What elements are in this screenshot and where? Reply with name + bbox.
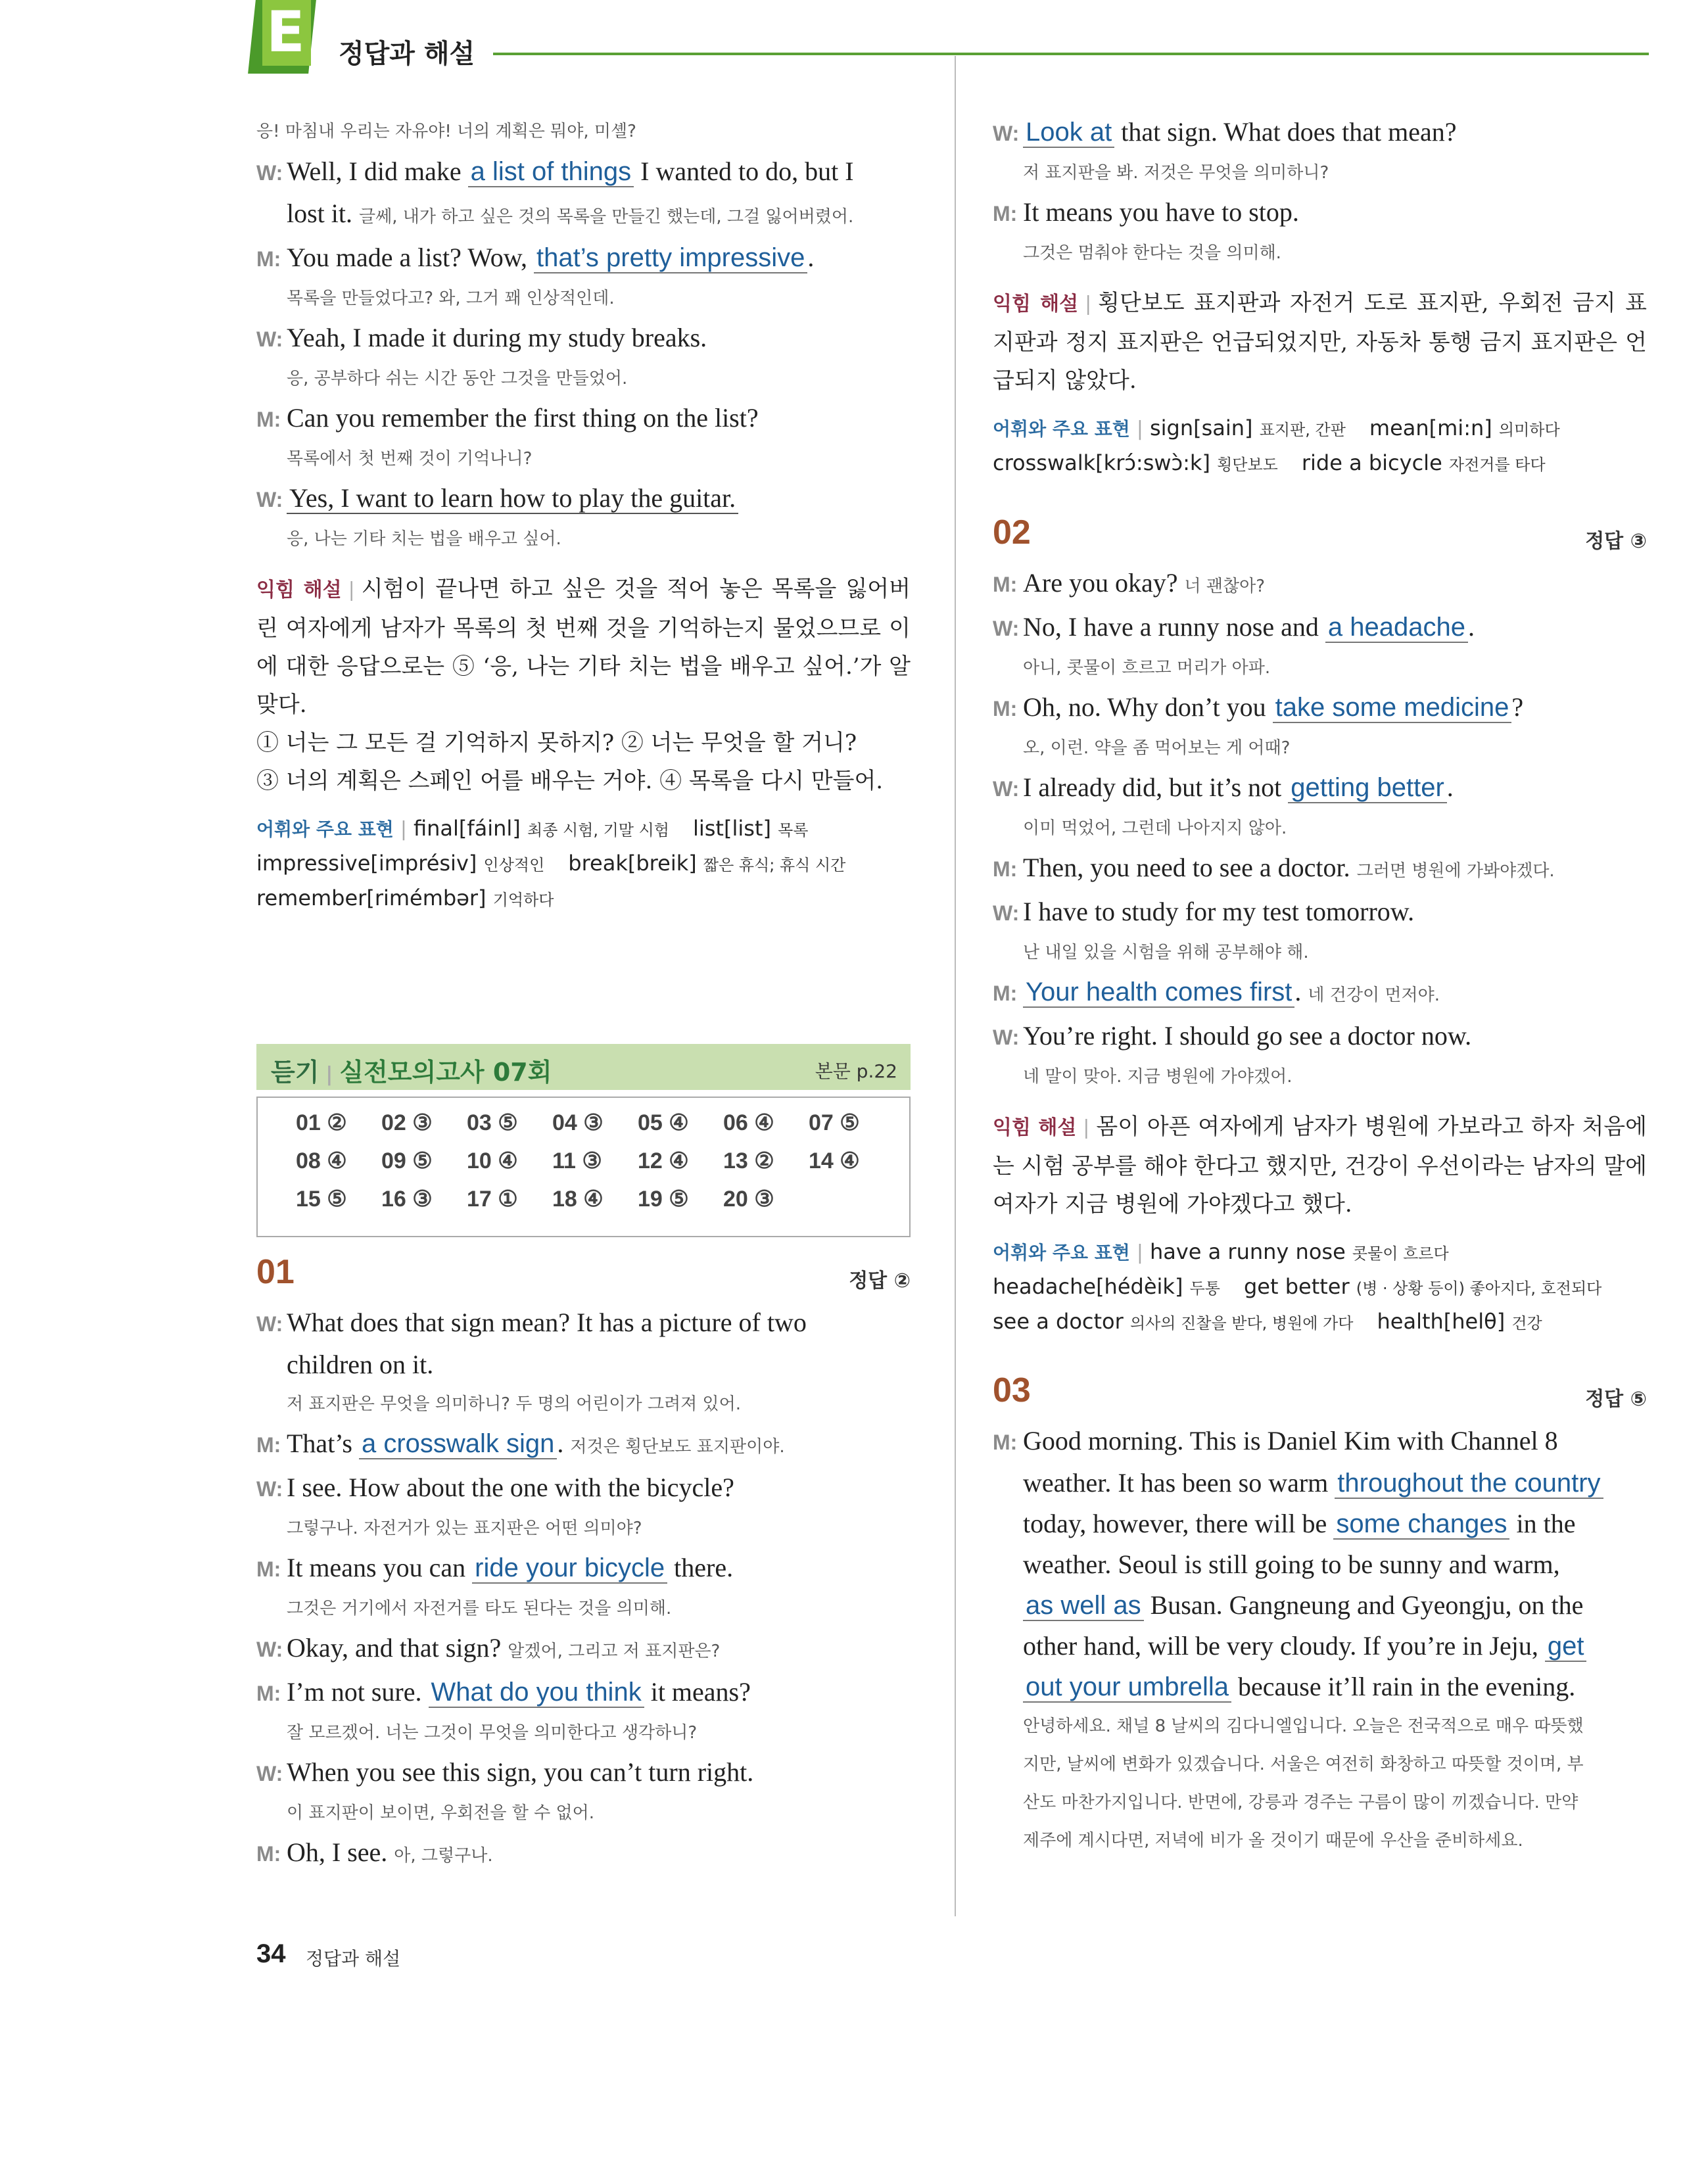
vocab-meaning: 표지판, 간판 <box>1259 421 1346 439</box>
speaker-label: M: <box>993 573 1018 596</box>
dialogue-line <box>993 563 1647 607</box>
dialogue-line <box>256 193 911 237</box>
speaker-label: W: <box>993 777 1020 801</box>
answer-key-item: 05 ④ <box>638 1110 689 1135</box>
dialogue-line <box>993 767 1647 809</box>
vocab-word: final[fáinl] <box>413 816 521 841</box>
separator: | <box>348 579 355 602</box>
korean-inline-translation: 글쎄, 내가 하고 싶은 것의 목록을 만들긴 했는데, 그걸 잃어버렸어. <box>359 207 854 227</box>
speaker-label: M: <box>993 697 1018 721</box>
speaker-label: W: <box>993 901 1020 925</box>
dialogue-line <box>256 478 911 520</box>
vocab-row <box>993 1305 1647 1340</box>
dialogue-line <box>993 847 1647 891</box>
answer-key-item: 07 ⑤ <box>809 1110 860 1135</box>
dialogue-line <box>993 1666 1647 1707</box>
speaker-label: W: <box>256 1638 283 1661</box>
english-text: That’s <box>287 1429 359 1458</box>
question-number: 01 <box>256 1253 295 1291</box>
speaker-label: M: <box>256 1842 281 1866</box>
vocab-tag: 어휘와 주요 표현 <box>256 818 394 840</box>
vocab-meaning: 기억하다 <box>492 891 554 909</box>
blank-answer: ride your bicycle <box>472 1553 667 1584</box>
header-rule <box>493 53 1649 55</box>
dialogue-line <box>256 1423 911 1467</box>
blank-answer: What do you think <box>429 1678 644 1708</box>
english-text: weather. It has been so warm <box>1023 1468 1335 1498</box>
explanation-tag: 익힘 해설 <box>993 1116 1077 1139</box>
dialogue-line <box>993 607 1647 649</box>
separator: | <box>1085 293 1092 316</box>
vocab-item <box>1369 415 1560 440</box>
logo-letter: E <box>266 0 305 65</box>
korean-translation: 응, 나는 기타 치는 법을 배우고 싶어. <box>287 529 561 549</box>
blank-answer: that’s pretty impressive <box>534 243 807 273</box>
vocab-row <box>993 1270 1647 1305</box>
answer-choice: ③ 너의 계획은 스페인 어를 배우는 거야. ④ 목록을 다시 만들어. <box>256 768 884 794</box>
explanation <box>256 570 911 724</box>
separator: | <box>1136 417 1143 440</box>
blank-answer: Your health comes first <box>1023 978 1294 1008</box>
explanation-text: 횡단보도 표지판과 자전거 도로 표지판, 우회전 금지 표지판과 정지 표지판은 언급되었지만, 자동차 통행 금지 표지판은 언급되지 않았다. <box>993 290 1647 394</box>
korean-translation: 응! 마침내 우리는 자유야! 너의 계획은 뭐야, 미셸? <box>256 122 636 141</box>
dialogue-line <box>256 318 911 360</box>
answer-key-item: 11 ③ <box>552 1148 602 1173</box>
page-number: 34 <box>256 1939 286 1968</box>
vocab-word: remember[rimémbər] <box>256 886 486 910</box>
vocab-item <box>993 1274 1220 1299</box>
blank-answer: as well as <box>1023 1591 1144 1621</box>
answer-key-item: 08 ④ <box>296 1148 347 1173</box>
english-text: You’re right. I should go see a doctor now. <box>1023 1021 1472 1051</box>
vocab-meaning: 건강 <box>1511 1314 1542 1333</box>
question-03 <box>993 1371 1647 1860</box>
dialogue-line <box>993 1421 1647 1463</box>
vocab-item <box>693 816 809 841</box>
speaker-label: W: <box>256 1312 283 1336</box>
korean-translation: 목록을 만들었다고? 와, 그거 꽤 인상적인데. <box>287 289 615 308</box>
question-header <box>993 513 1647 563</box>
english-text: No, I have a runny nose and <box>1023 612 1325 642</box>
english-text: It means you have to stop. <box>1023 197 1299 227</box>
english-text: because it’ll rain in the evening. <box>1231 1672 1576 1701</box>
english-text: Can you remember the first thing on the list? <box>287 403 759 433</box>
speaker-label: M: <box>993 1430 1018 1454</box>
korean-translation: 그것은 거기에서 자전거를 타도 된다는 것을 의미해. <box>287 1599 672 1619</box>
vocab-item <box>568 851 845 876</box>
dialogue-line <box>993 1463 1647 1503</box>
korean-inline-translation: 그러면 병원에 가봐야겠다. <box>1356 861 1555 881</box>
korean-translation: 이 표지판이 보이면, 우회전을 할 수 없어. <box>287 1803 594 1823</box>
question-number: 02 <box>993 513 1031 552</box>
speaker-label: M: <box>993 857 1018 881</box>
english-text: in the <box>1509 1509 1576 1538</box>
dialogue-line <box>256 1672 911 1714</box>
chapter-logo <box>247 0 324 78</box>
vocab-word: sign[sain] <box>1149 415 1253 440</box>
vocab-word: mean[mi:n] <box>1369 415 1492 440</box>
dialogue-line <box>256 151 911 193</box>
korean-translation: 목록에서 첫 번째 것이 기억나니? <box>287 449 533 469</box>
answer-key-item: 09 ⑤ <box>381 1148 433 1173</box>
dialogue-line <box>256 1752 911 1794</box>
english-text: lost it. <box>287 199 360 228</box>
speaker-label: W: <box>256 161 283 185</box>
blank-answer: take some medicine <box>1273 693 1512 723</box>
vocab-meaning: 두통 <box>1189 1279 1220 1298</box>
vocab-tag: 어휘와 주요 표현 <box>993 1242 1130 1264</box>
answer-key-item: 06 ④ <box>723 1110 774 1135</box>
vocab-meaning: 횡단보도 <box>1217 456 1278 474</box>
vocab-word: ride a bicycle <box>1301 450 1442 475</box>
blank-answer: get <box>1545 1632 1587 1662</box>
vocab-word: health[helθ] <box>1377 1309 1506 1334</box>
answer-key-item: 12 ④ <box>638 1148 689 1173</box>
answer-key-item: 01 ② <box>296 1110 347 1135</box>
dialogue-line <box>993 1544 1647 1585</box>
left-column-top <box>256 112 911 916</box>
vocab-item <box>414 816 669 841</box>
vocab-item <box>1150 1239 1449 1264</box>
speaker-label: M: <box>256 408 281 431</box>
speaker-label: M: <box>256 1557 281 1581</box>
vocab-row <box>256 812 911 847</box>
vocab-list <box>993 412 1647 481</box>
vocab-word: impressive[imprésiv] <box>256 851 477 876</box>
dialogue-line <box>993 1016 1647 1058</box>
vocab-item <box>1150 415 1346 440</box>
speaker-label: W: <box>256 327 283 351</box>
english-text: I see. How about the one with the bicycle? <box>287 1473 734 1502</box>
speaker-label: M: <box>256 1682 281 1705</box>
explanation-text: 몸이 아픈 여자에게 남자가 병원에 가보라고 하자 처음에는 시험 공부를 해야 한다고 했지만, 건강이 우선이라는 남자의 말에 여자가 지금 병원에 가야겠다고 했다. <box>993 1114 1647 1217</box>
explanation-tag: 익힘 해설 <box>993 293 1079 316</box>
blank-answer: out your umbrella <box>1023 1672 1231 1703</box>
answer-choices <box>256 724 911 800</box>
separator: | <box>400 818 407 841</box>
speaker-label: W: <box>256 1762 283 1785</box>
vocab-row <box>256 847 911 882</box>
answer-key-item: 13 ② <box>723 1148 774 1173</box>
vocab-tag: 어휘와 주요 표현 <box>993 418 1130 440</box>
korean-translation: 오, 이런. 약을 좀 먹어보는 게 어때? <box>1023 738 1291 758</box>
blank-answer: a list of things <box>468 157 634 187</box>
dialogue-line <box>256 398 911 440</box>
vocab-item <box>1377 1309 1542 1334</box>
dialogue-line <box>256 1628 911 1672</box>
blank-answer: a headache <box>1325 613 1468 643</box>
separator: | <box>1136 1241 1143 1264</box>
korean-translation: 지만, 날씨에 변화가 있겠습니다. 서울은 여전히 화창하고 따뜻할 것이며, 부 <box>1023 1755 1584 1774</box>
english-text: What does that sign mean? It has a picture of two <box>287 1308 807 1337</box>
speaker-label: W: <box>993 617 1020 640</box>
speaker-label: M: <box>256 1433 281 1457</box>
english-text: When you see this sign, you can’t turn right. <box>287 1757 754 1787</box>
english-text: Are you okay? <box>1023 568 1185 598</box>
korean-translation: 그렇구나. 자전거가 있는 표지판은 어떤 의미야? <box>287 1519 642 1538</box>
blank-answer: getting better <box>1288 773 1447 803</box>
english-text: . <box>1467 612 1475 642</box>
korean-translation: 네 말이 맞아. 지금 병원에 가야겠어. <box>1023 1067 1293 1087</box>
right-column-top <box>993 112 1647 481</box>
english-text: Okay, and that sign? <box>287 1633 508 1663</box>
korean-translation: 저 표지판은 무엇을 의미하니? 두 명의 어린이가 그려져 있어. <box>287 1394 741 1414</box>
english-text: other hand, will be very cloudy. If you’re in Jeju, <box>1023 1631 1545 1661</box>
column-divider <box>955 56 956 1916</box>
answer-key-title: 실전모의고사 07회 <box>339 1058 552 1087</box>
question-header <box>993 1371 1647 1421</box>
speaker-label: M: <box>993 202 1018 225</box>
answer-key-item: 19 ⑤ <box>638 1187 689 1212</box>
vocab-meaning: 의미하다 <box>1498 421 1560 439</box>
question-02 <box>993 513 1647 1340</box>
speaker-label: W: <box>256 488 283 511</box>
explanation <box>993 1108 1647 1223</box>
vocab-word: headache[hédèik] <box>993 1274 1183 1299</box>
english-text: Oh, I see. <box>287 1837 394 1867</box>
vocab-row <box>993 1235 1647 1270</box>
dialogue-line <box>993 192 1647 234</box>
vocab-item <box>256 886 554 910</box>
english-text: Yeah, I made it during my study breaks. <box>287 323 707 352</box>
vocab-meaning: 의사의 진찰을 받다, 병원에 가다 <box>1129 1314 1354 1333</box>
english-text: today, however, there will be <box>1023 1509 1334 1538</box>
dialogue-line <box>256 1467 911 1509</box>
korean-translation: 응, 공부하다 쉬는 시간 동안 그것을 만들었어. <box>287 369 628 389</box>
speaker-label: M: <box>993 981 1018 1005</box>
dialogue-line <box>256 237 911 279</box>
answer-choice: ① 너는 그 모든 걸 기억하지 못하지? ② 너는 무엇을 할 거니? <box>256 730 857 756</box>
vocab-list <box>256 812 911 916</box>
vocab-row <box>993 446 1647 481</box>
answer-sentence: Yes, I want to learn how to play the guitar. <box>287 483 738 514</box>
english-text: It means you can <box>287 1553 473 1582</box>
explanation-text: 시험이 끝나면 하고 싶은 것을 적어 놓은 목록을 잃어버린 여자에게 남자가 목록의 첫 번째 것을 기억하는지 물었으므로 이에 대한 응답으로는 ⑤ ‘응, 나는 기타 치는 법을 배우고 싶어.’가 알맞다. <box>256 576 911 718</box>
dialogue-line <box>993 112 1647 154</box>
english-text: I’m not sure. <box>287 1677 429 1707</box>
vocab-word: see a doctor <box>993 1309 1124 1334</box>
answer-key-section: 듣기 <box>271 1058 320 1087</box>
answer-key-item: 02 ③ <box>381 1110 433 1135</box>
vocab-list <box>993 1235 1647 1340</box>
english-text: You made a list? Wow, <box>287 243 534 272</box>
english-text: children on it. <box>287 1350 434 1379</box>
speaker-label: W: <box>256 1477 283 1501</box>
dialogue-line <box>993 891 1647 933</box>
vocab-row <box>993 412 1647 446</box>
answer-key-item: 04 ③ <box>552 1110 604 1135</box>
english-text: it means? <box>644 1677 751 1707</box>
answer-key-body <box>256 1097 911 1237</box>
korean-translation: 저 표지판을 봐. 저것은 무엇을 의미하니? <box>1023 163 1329 183</box>
answer-key-box <box>256 1044 911 1236</box>
vocab-item <box>256 851 544 876</box>
vocab-word: break[breik] <box>568 851 697 876</box>
vocab-item <box>993 450 1278 475</box>
blank-answer: a crosswalk sign <box>359 1429 557 1459</box>
dialogue-line <box>993 687 1647 729</box>
vocab-word: crosswalk[krɔ́:swɔ̀:k] <box>993 450 1210 475</box>
vocab-item <box>1302 450 1546 475</box>
english-text: Then, you need to see a doctor. <box>1023 853 1357 882</box>
english-text: . <box>807 243 815 272</box>
vocab-word: get better <box>1243 1274 1350 1299</box>
blank-answer: some changes <box>1333 1509 1509 1540</box>
dialogue-line <box>256 1302 911 1344</box>
speaker-label: W: <box>993 1026 1020 1049</box>
vocab-word: have a runny nose <box>1149 1239 1346 1264</box>
page-header-title: 정답과 해설 <box>339 39 475 69</box>
korean-translation: 제주에 계시다면, 저녁에 비가 올 것이기 때문에 우산을 준비하세요. <box>1023 1831 1523 1851</box>
answer-key-item: 14 ④ <box>809 1148 860 1173</box>
english-text: ? <box>1511 692 1524 722</box>
explanation-tag: 익힘 해설 <box>256 579 342 602</box>
separator: | <box>1083 1116 1090 1139</box>
korean-inline-translation: 네 건강이 먼저야. <box>1308 985 1440 1005</box>
korean-translation: 잘 모르겠어. 너는 그것이 무엇을 의미한다고 생각하니? <box>287 1723 698 1743</box>
dialogue-line <box>993 1585 1647 1626</box>
speaker-label: M: <box>256 247 281 271</box>
english-text: weather. Seoul is still going to be sunny and warm, <box>1023 1549 1560 1579</box>
english-text: . <box>1294 977 1308 1006</box>
english-text: . <box>1446 772 1454 802</box>
vocab-meaning: 콧물이 흐르다 <box>1352 1244 1449 1263</box>
english-text: Good morning. This is Daniel Kim with Channel 8 <box>1023 1426 1558 1455</box>
vocab-meaning: (병 · 상황 등이) 좋아지다, 호전되다 <box>1356 1279 1602 1298</box>
dialogue-line <box>256 1832 911 1876</box>
english-text: there. <box>667 1553 734 1582</box>
question-header <box>256 1252 911 1302</box>
vocab-item <box>1244 1274 1601 1299</box>
vocab-meaning: 최종 시험, 기말 시험 <box>527 821 669 839</box>
blank-answer: throughout the country <box>1335 1469 1603 1499</box>
explanation <box>993 284 1647 400</box>
english-text: I have to study for my test tomorrow. <box>1023 897 1415 926</box>
answer-key-item: 17 ① <box>467 1187 518 1212</box>
answer-key-item: 20 ③ <box>723 1187 774 1212</box>
english-text: that sign. What does that mean? <box>1114 117 1457 147</box>
korean-translation: 난 내일 있을 시험을 위해 공부해야 해. <box>1023 943 1309 962</box>
answer-key-item: 03 ⑤ <box>467 1110 518 1135</box>
vocab-meaning: 자전거를 타다 <box>1448 456 1546 474</box>
korean-inline-translation: 아, 그렇구나. <box>394 1846 493 1866</box>
korean-inline-translation: 알겠어, 그리고 저 표지판은? <box>508 1642 721 1661</box>
english-text: Oh, no. Why don’t you <box>1023 692 1273 722</box>
korean-inline-translation: 너 괜찮아? <box>1184 577 1265 596</box>
dialogue-line <box>993 1503 1647 1544</box>
korean-translation: 아니, 콧물이 흐르고 머리가 아파. <box>1023 658 1271 678</box>
english-text: Well, I did make <box>287 156 468 186</box>
dialogue-line <box>256 1548 911 1590</box>
question-01 <box>256 1252 911 1876</box>
english-text: I already did, but it’s not <box>1023 772 1289 802</box>
korean-translation: 그것은 멈춰야 한다는 것을 의미해. <box>1023 243 1281 263</box>
correct-answer: 정답 ⑤ <box>1585 1388 1647 1411</box>
answer-key-item: 18 ④ <box>552 1187 604 1212</box>
vocab-meaning: 짧은 휴식; 휴식 시간 <box>703 856 846 874</box>
correct-answer: 정답 ② <box>849 1269 911 1292</box>
dialogue-line <box>993 1626 1647 1666</box>
dialogue-line <box>993 972 1647 1016</box>
vocab-meaning: 목록 <box>778 821 809 839</box>
english-text: I wanted to do, but I <box>634 156 854 186</box>
answer-key-item: 15 ⑤ <box>296 1187 347 1212</box>
vocab-item <box>993 1309 1353 1334</box>
speaker-label: W: <box>993 122 1020 145</box>
blank-answer: Look at <box>1023 118 1114 148</box>
answer-key-header: 듣기 | 실전모의고사 07회 본문 p.22 <box>256 1044 911 1090</box>
korean-translation: 산도 마찬가지입니다. 반면에, 강릉과 경주는 구름이 많이 끼겠습니다. 만약 <box>1023 1793 1578 1812</box>
korean-translation: 안녕하세요. 채널 8 날씨의 김다니엘입니다. 오늘은 전국적으로 매우 따뜻했 <box>1023 1716 1584 1736</box>
vocab-meaning: 인상적인 <box>483 856 545 874</box>
english-text: . <box>557 1429 571 1458</box>
vocab-word: list[list] <box>692 816 771 841</box>
footer-label: 정답과 해설 <box>306 1948 401 1970</box>
question-number: 03 <box>993 1371 1031 1409</box>
answer-key-item: 16 ③ <box>381 1187 433 1212</box>
vocab-row <box>256 882 911 916</box>
dialogue-line <box>256 1344 911 1385</box>
korean-inline-translation: 저것은 횡단보도 표지판이야. <box>570 1437 785 1457</box>
korean-translation: 이미 먹었어, 그런데 나아지지 않아. <box>1023 818 1287 838</box>
correct-answer: 정답 ③ <box>1585 530 1647 553</box>
english-text: Busan. Gangneung and Gyeongju, on the <box>1143 1590 1584 1620</box>
answer-key-page-ref: 본문 p.22 <box>815 1060 897 1082</box>
answer-key-item: 10 ④ <box>467 1148 518 1173</box>
